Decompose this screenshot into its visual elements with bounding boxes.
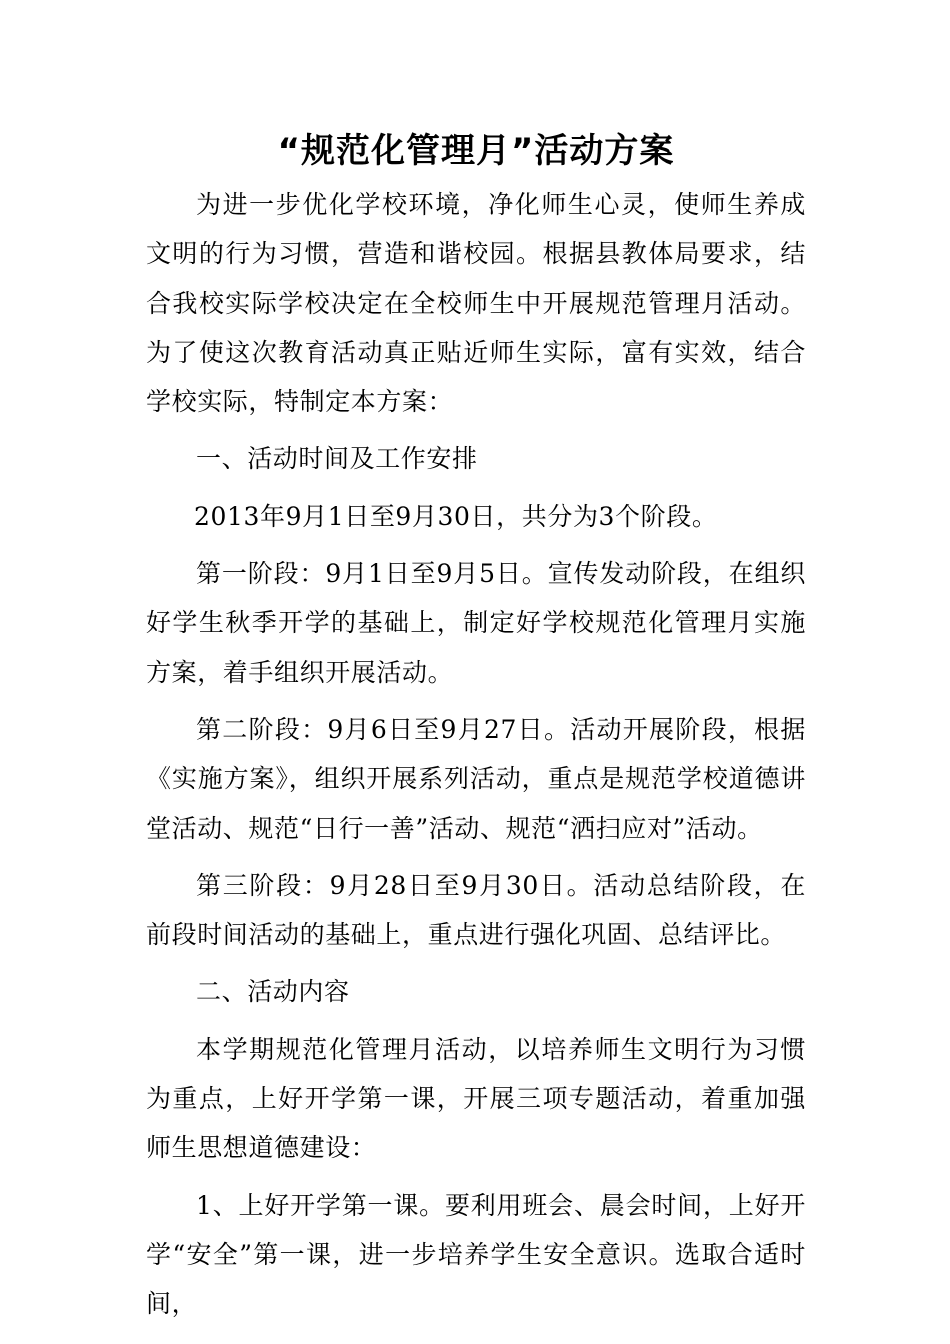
schedule-overview: 2013年9月1日至9月30日，共分为3个阶段。 [194, 501, 718, 531]
document-title: “规范化管理月”活动方案 [277, 131, 675, 171]
first-lesson-paragraph: 1、上好开学第一课。要利用班会、晨会时间，上好开学“安全”第一课，进一步培养学生安全意识。选取合适时间， [146, 1190, 806, 1319]
stage-three-paragraph: 第三阶段：9月28日至9月30日。活动总结阶段，在前段时间活动的基础上，重点进行强化巩固、总结评比。 [146, 870, 806, 950]
section-heading-schedule: 一、活动时间及工作安排 [196, 444, 478, 474]
stage-two-paragraph: 第二阶段：9月6日至9月27日。活动开展阶段，根据《实施方案》，组织开展系列活动，重点是规范学校道德讲堂活动、规范“日行一善”活动、规范“洒扫应对”活动。 [146, 714, 806, 843]
document-body [146, 122, 806, 1329]
intro-paragraph: 为进一步优化学校环境，净化师生心灵，使师生养成文明的行为习惯，营造和谐校园。根据县教体局要求，结合我校实际学校决定在全校师生中开展规范管理月活动。为了使这次教育活动真正贴近师生实际，富有实效，结合学校实际，特制定本方案： [146, 190, 806, 417]
content-overview-paragraph: 本学期规范化管理月活动，以培养师生文明行为习惯为重点，上好开学第一课，开展三项专题活动，着重加强师生思想道德建设： [146, 1034, 806, 1163]
section-heading-content: 二、活动内容 [196, 977, 350, 1007]
stage-one-paragraph: 第一阶段：9月1日至9月5日。宣传发动阶段，在组织好学生秋季开学的基础上，制定好学校规范化管理月实施方案，着手组织开展活动。 [146, 559, 806, 687]
